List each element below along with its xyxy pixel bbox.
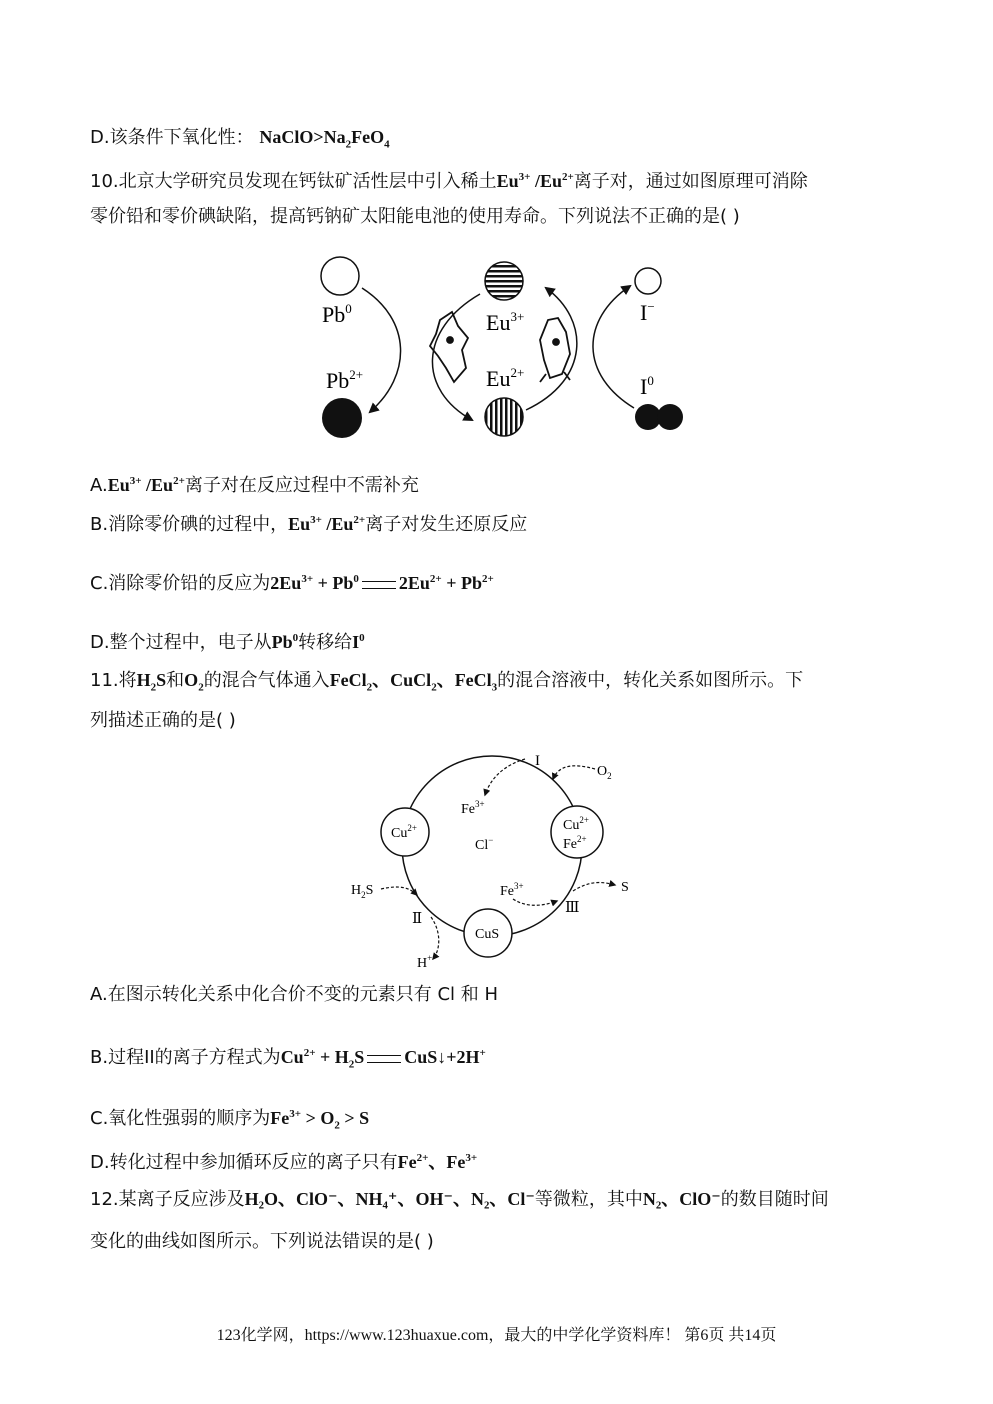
roman-2: Ⅱ: [412, 911, 423, 927]
i0-label: $I^0$: [640, 373, 654, 399]
pb2-label: $Pb^{2+}$: [326, 367, 364, 393]
q10-stem-line1: 10.北京大学研究员发现在钙钛矿活性层中引入稀土$Eu^{3+}$ $/Eu^{2+}$离子对，通过如图原理可消除: [90, 171, 808, 192]
roman-3: Ⅲ: [565, 900, 580, 916]
eu2-circle: [485, 398, 523, 436]
roman-1: I: [535, 753, 540, 769]
eu2-label: $Eu^{2+}$: [486, 365, 525, 391]
q10-option-c: C.消除零价铅的反应为$2Eu^{3+} + Pb^0$ $2Eu^{2+} + Pb^{2+}$: [90, 573, 494, 594]
o2-label: $O_2$: [597, 764, 612, 781]
h-label: H+: [417, 953, 433, 971]
arc-pb: [362, 288, 401, 412]
iminus-label: I−: [640, 299, 655, 325]
q12-stem-line1: 12.某离子反应涉及H₂O、ClO⁻、NH₄⁺、OH⁻、N₂、Cl⁻等微粒，其中N₂、ClO⁻的数目随时间: [90, 1189, 829, 1210]
q11-option-c: C.氧化性强弱的顺序为$Fe^{3+} > O_2 > S$: [90, 1108, 370, 1132]
fe3-top-arrow: [485, 759, 525, 795]
fe3-top-label: $Fe^{3+}$: [461, 799, 485, 817]
cartoon-right-icon: [540, 318, 570, 382]
s-arrow: [573, 883, 615, 891]
equals-sign: [362, 581, 396, 589]
fe3-bottom-label: $Fe^{3+}$: [500, 881, 524, 899]
q11-stem-line2: 列描述正确的是( ): [90, 710, 236, 731]
fe3-bottom-arrow: [513, 899, 557, 905]
q10-option-b: B.消除零价碘的过程中，$Eu^{3+}$ $/Eu^{2+}$离子对发生还原反应: [90, 514, 528, 535]
q11-option-a: A.在图示转化关系中化合价不变的元素只有 Cl 和 H: [90, 984, 498, 1005]
cl-label: Cl−: [475, 835, 494, 853]
eu3-label: $Eu^{3+}$: [486, 309, 525, 335]
h2s-arrow: [381, 887, 417, 895]
equals-sign: [367, 1055, 401, 1063]
q12-stem-line2: 变化的曲线如图所示。下列说法错误的是( ): [90, 1231, 434, 1252]
pb0-label: Pb$^0$: [322, 301, 352, 327]
q11-option-b: B.过程II的离子方程式为$Cu^{2+} + H_2S$ CuS↓+2H+: [90, 1047, 486, 1071]
pb2-circle: [322, 398, 362, 438]
q11-diagram: [345, 745, 645, 975]
q10-option-a: $A.Eu^{3+}$ $/Eu^{2+}$离子对在反应过程中不需补充: [90, 475, 419, 496]
q11-stem-line1: 11.将$H_2S$和$O_2$的混合气体通入FeCl$_2$、CuCl$_2$、FeCl$_3$的混合溶液中，转化关系如图所示。下: [90, 670, 804, 694]
cu2-right-label: $Cu^{2+}$: [563, 815, 589, 833]
cus-label: CuS: [475, 927, 500, 942]
page-footer: 123化学网，https://www.123huaxue.com，最大的中学化学资料库！ 第6页 共14页: [216, 1327, 777, 1344]
iminus-circle: [635, 268, 661, 294]
q11-option-d: D.转化过程中参加循环反应的离子只有$Fe^{2+}$、$Fe^{3+}$: [90, 1152, 478, 1173]
eu3-circle: [485, 262, 523, 300]
q10-stem-line2: 零价铅和零价碘缺陷，提高钙钠矿太阳能电池的使用寿命。下列说法不正确的是( ): [90, 206, 740, 227]
cartoon-left-icon: [430, 312, 468, 382]
fe2-right-label: $Fe^{2+}$: [563, 834, 587, 852]
s-label: S: [621, 880, 629, 895]
arc-i: [593, 286, 634, 408]
o2-arrow: [553, 766, 595, 779]
pb0-circle: [321, 257, 359, 295]
i0-circle-b: [657, 404, 683, 430]
cu2-left-label: $Cu^{2+}$: [391, 823, 417, 841]
q10-option-d: D.整个过程中，电子从Pb$^0$转移给$I^0$: [90, 632, 365, 653]
h2s-label: $H_2S$: [351, 883, 374, 900]
q10-diagram: [300, 250, 710, 445]
q9-option-d: D.该条件下氧化性： $NaClO>Na_2FeO_4$: [90, 127, 390, 151]
